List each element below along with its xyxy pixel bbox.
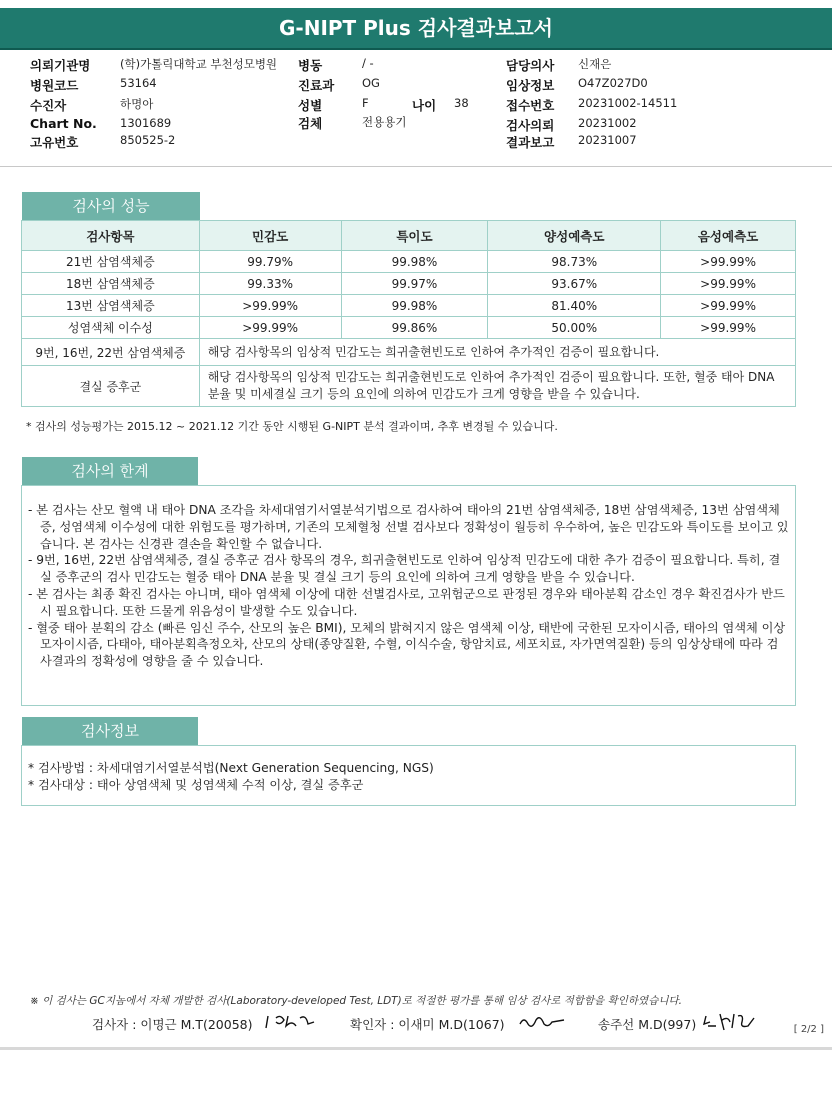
receipt-label: 접수번호 — [506, 98, 555, 113]
specimen-value: 전용용기 — [362, 115, 407, 129]
header-npv: 음성예측도 — [661, 221, 796, 251]
list-item: - 혈중 태아 분획의 감소 (빠른 임신 주수, 산모의 높은 BMI), 모체의 밝혀지지 않은 염색체 이상, 태반에 국한된 모자이시즘, 태아의 염색체 이상 모자이시즘, 다태아, 태아분획측정오차, 산모의 상태(종양질환, 수혈, 이식수술, 항암치료, 세포치료, 자가면역질환) 등의 임상상태에 따라 검사결과의 정확성에 영향을 줄 수 있습니다. — [28, 620, 786, 669]
table-row — [22, 273, 796, 295]
sex-value: F — [362, 96, 369, 110]
sex-label: 성별 — [298, 98, 323, 113]
chart-value: 1301689 — [120, 116, 172, 130]
dept-label: 진료과 — [298, 78, 335, 93]
header-ppv: 양성예측도 — [488, 221, 661, 251]
test-target: * 검사대상 : 태아 상염색체 및 성염색체 수적 이상, 결실 증후군 — [28, 778, 364, 792]
third-signer-name: 송주선 M.D(997) — [598, 1017, 697, 1032]
cell-value: 99.98% — [341, 295, 488, 317]
table-row — [22, 317, 796, 339]
list-item: - 본 검사는 최종 확진 검사는 아니며, 태아 염색체 이상에 대한 선별검사로, 고위험군으로 판정된 경우와 태아분획 감소인 경우 확진검사가 반드시 필요합니다. 또한 드물게 위음성이 발생할 수도 있습니다. — [28, 586, 785, 618]
specimen-label: 검체 — [298, 116, 323, 131]
clinical-value: O47Z027D0 — [578, 76, 648, 90]
list-item: - 9번, 16번, 22번 삼염색체증, 결실 증후군 검사 항목의 경우, 희귀출현빈도로 인하여 임상적 민감도에 대한 추가 검증이 필요합니다. 특히, 결실 증후군의 검사 민감도는 혈중 태아 DNA 분율 및 결실 크기 등의 요인에 의하여 크게 영향을 받을 수 있습니다. — [28, 553, 781, 585]
header-specificity: 특이도 — [341, 221, 488, 251]
cell-value: 99.97% — [341, 273, 488, 295]
cell-value: >99.99% — [199, 317, 341, 339]
cell-item: 결실 증후군 — [22, 366, 200, 407]
request-value: 20231002 — [578, 116, 637, 130]
report-title: G-NIPT Plus 검사결과보고서 — [0, 8, 832, 50]
patient-value: 하명아 — [120, 97, 154, 111]
cell-item: 13번 삼염색체증 — [22, 295, 200, 317]
table-row — [22, 295, 796, 317]
third-signer-signature — [702, 1010, 758, 1034]
cell-value: 99.33% — [199, 273, 341, 295]
cell-value: 50.00% — [488, 317, 661, 339]
cell-value: >99.99% — [661, 273, 796, 295]
clinical-label: 임상정보 — [506, 78, 555, 93]
dept-value: OG — [362, 76, 380, 90]
age-label: 나이 — [412, 98, 437, 113]
performance-heading: 검사의 성능 — [22, 192, 200, 220]
cell-item: 21번 삼염색체증 — [22, 251, 200, 273]
cell-value: 99.98% — [341, 251, 488, 273]
divider — [0, 166, 832, 167]
table-row — [22, 251, 796, 273]
cell-note: 해당 검사항목의 임상적 민감도는 희귀출현빈도로 인하여 추가적인 검증이 필요합니다. 또한, 혈중 태아 DNA 분율 및 미세결실 크기 등의 요인에 의하여 민감도가 크게 영향을 받을 수 있습니다. — [199, 366, 795, 407]
report-label: 결과보고 — [506, 135, 555, 150]
cell-item: 성염색체 이수성 — [22, 317, 200, 339]
page-number: [ 2/2 ] — [793, 1024, 824, 1035]
tester-signature — [262, 1010, 322, 1032]
hospital-code-label: 병원코드 — [30, 78, 79, 93]
institution-value: (학)가톨릭대학교 부천성모병원 — [120, 57, 278, 71]
request-label: 검사의뢰 — [506, 118, 555, 133]
confirmer-name: 확인자 : 이새미 M.D(1067) — [350, 1017, 505, 1032]
test-method: * 검사방법 : 차세대염기서열분석법(Next Generation Sequencing, NGS) — [28, 761, 434, 775]
institution-label: 의뢰기관명 — [30, 58, 91, 73]
doctor-label: 담당의사 — [506, 58, 555, 73]
doctor-value: 신재은 — [578, 57, 612, 71]
age-value: 38 — [454, 96, 469, 110]
cell-value: 99.79% — [199, 251, 341, 273]
cell-value: >99.99% — [661, 295, 796, 317]
bottom-divider — [0, 1047, 832, 1050]
limitations-list — [28, 502, 790, 670]
hospital-code-value: 53164 — [120, 76, 157, 90]
test-info-heading: 검사정보 — [22, 717, 198, 745]
performance-footnote: * 검사의 성능평가는 2015.12 ~ 2021.12 기간 동안 시행된 G-NIPT 분석 결과이며, 추후 변경될 수 있습니다. — [26, 420, 558, 433]
table-row — [22, 339, 796, 366]
cell-value: 81.40% — [488, 295, 661, 317]
report-value: 20231007 — [578, 133, 637, 147]
header-sensitivity: 민감도 — [199, 221, 341, 251]
cell-value: 98.73% — [488, 251, 661, 273]
table-header-row — [22, 221, 796, 251]
limitations-heading: 검사의 한계 — [22, 457, 198, 485]
unique-label: 고유번호 — [30, 135, 79, 150]
receipt-value: 20231002-14511 — [578, 96, 678, 110]
cell-item: 9번, 16번, 22번 삼염색체증 — [22, 339, 200, 366]
cell-value: >99.99% — [661, 317, 796, 339]
tester-name: 검사자 : 이명근 M.T(20058) — [92, 1017, 253, 1032]
cell-value: >99.99% — [199, 295, 341, 317]
confirmer-signature — [518, 1010, 566, 1032]
cell-value: 99.86% — [341, 317, 488, 339]
cell-value: 93.67% — [488, 273, 661, 295]
unique-value: 850525-2 — [120, 133, 176, 147]
cell-note: 해당 검사항목의 임상적 민감도는 희귀출현빈도로 인하여 추가적인 검증이 필요합니다. — [199, 339, 795, 366]
cell-value: >99.99% — [661, 251, 796, 273]
patient-label: 수진자 — [30, 98, 67, 113]
chart-label: Chart No. — [30, 116, 97, 131]
list-item: - 본 검사는 산모 혈액 내 태아 DNA 조각을 차세대염기서열분석기법으로 검사하여 태아의 21번 삼염색체증, 18번 삼염색체증, 13번 삼염색체증, 성염색체 이수성에 대한 위험도를 평가하며, 기존의 모체혈청 선별 검사보다 정확성이 월등히 우수하여, 높은 민감도와 특이도를 보이고 있습니다. 본 검사는 신경관 결손을 확인할 수 없습니다. — [28, 503, 789, 551]
table-row — [22, 366, 796, 407]
header-item: 검사항목 — [22, 221, 200, 251]
cell-item: 18번 삼염색체증 — [22, 273, 200, 295]
ward-label: 병동 — [298, 58, 323, 73]
performance-table — [21, 220, 796, 407]
disclaimer: ※ 이 검사는 GC지놈에서 자체 개발한 검사(Laboratory-developed Test, LDT)로 적절한 평가를 통해 임상 검사로 적합함을 확인하였습니다. — [30, 995, 682, 1007]
test-info-list — [28, 760, 434, 794]
ward-value: / - — [362, 56, 374, 70]
